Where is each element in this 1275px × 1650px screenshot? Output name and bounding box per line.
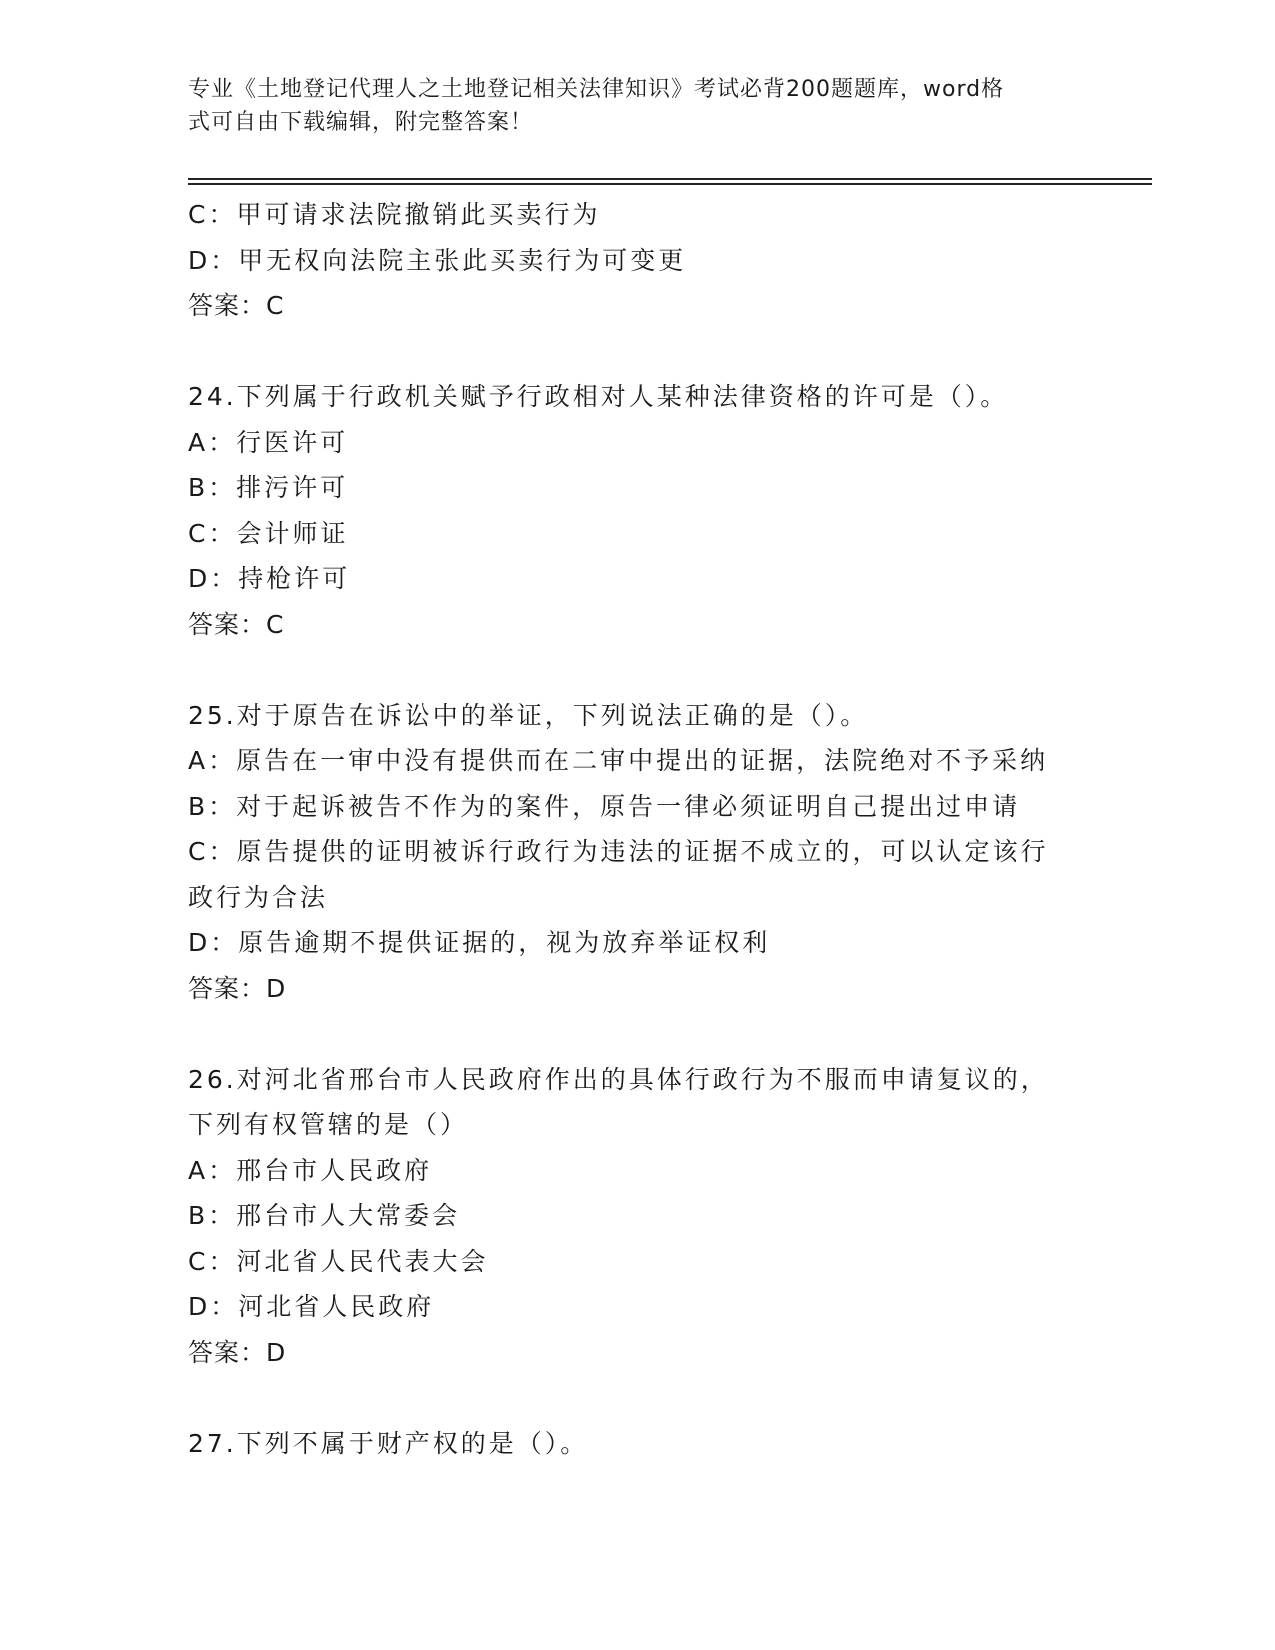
document-header xyxy=(188,73,1068,139)
question-block-26 xyxy=(188,1057,1088,1376)
spacer xyxy=(188,647,1088,693)
option-line: D：原告逾期不提供证据的，视为放弃举证权利 xyxy=(188,928,771,957)
option-line: C：原告提供的证明被诉行政行为违法的证据不成立的，可以认定该行 xyxy=(188,837,1049,866)
answer-line: 答案：C xyxy=(188,291,285,320)
spacer xyxy=(188,329,1088,375)
question-stem: 24.下列属于行政机关赋予行政相对人某种法律资格的许可是（）。 xyxy=(188,382,1009,411)
spacer xyxy=(188,1011,1088,1057)
header-divider xyxy=(188,178,1152,180)
option-line: D：河北省人民政府 xyxy=(188,1292,435,1321)
option-line: B：对于起诉被告不作为的案件，原告一律必须证明自己提出过申请 xyxy=(188,791,1021,821)
question-stem-continued: 下列有权管辖的是（） xyxy=(188,1110,469,1139)
header-line: 专业《土地登记代理人之土地登记相关法律知识》考试必背200题题库，word格 xyxy=(188,77,1005,102)
option-line: D：甲无权向法院主张此买卖行为可变更 xyxy=(188,245,687,275)
option-line: C：会计师证 xyxy=(188,518,349,548)
answer-line: 答案：D xyxy=(188,1337,287,1367)
option-line: B：邢台市人大常委会 xyxy=(188,1201,461,1230)
option-line: A：行医许可 xyxy=(188,427,349,457)
spacer xyxy=(188,1375,1088,1421)
option-line: C：甲可请求法院撤销此买卖行为 xyxy=(188,200,601,229)
option-line: B：排污许可 xyxy=(188,473,349,502)
question-block-23 xyxy=(188,192,1088,329)
question-stem: 26.对河北省邢台市人民政府作出的具体行政行为不服而申请复议的， xyxy=(188,1064,1049,1094)
answer-line: 答案：D xyxy=(188,973,287,1003)
option-line: A：邢台市人民政府 xyxy=(188,1155,433,1185)
option-line: A：原告在一审中没有提供而在二审中提出的证据，法院绝对不予采纳 xyxy=(188,746,1049,775)
question-block-25 xyxy=(188,693,1088,1012)
question-block-24 xyxy=(188,374,1088,647)
question-stem: 27.下列不属于财产权的是（）。 xyxy=(188,1428,589,1458)
answer-line: 答案：C xyxy=(188,609,285,639)
option-line: D：持枪许可 xyxy=(188,564,351,593)
header-divider xyxy=(188,183,1152,185)
option-line-continued: 政行为合法 xyxy=(188,882,329,912)
question-list xyxy=(188,192,1088,1466)
header-line: 式可自由下载编辑，附完整答案！ xyxy=(188,110,534,135)
option-line: C：河北省人民代表大会 xyxy=(188,1246,489,1276)
question-block-27 xyxy=(188,1421,1088,1467)
question-stem: 25.对于原告在诉讼中的举证，下列说法正确的是（）。 xyxy=(188,700,869,730)
